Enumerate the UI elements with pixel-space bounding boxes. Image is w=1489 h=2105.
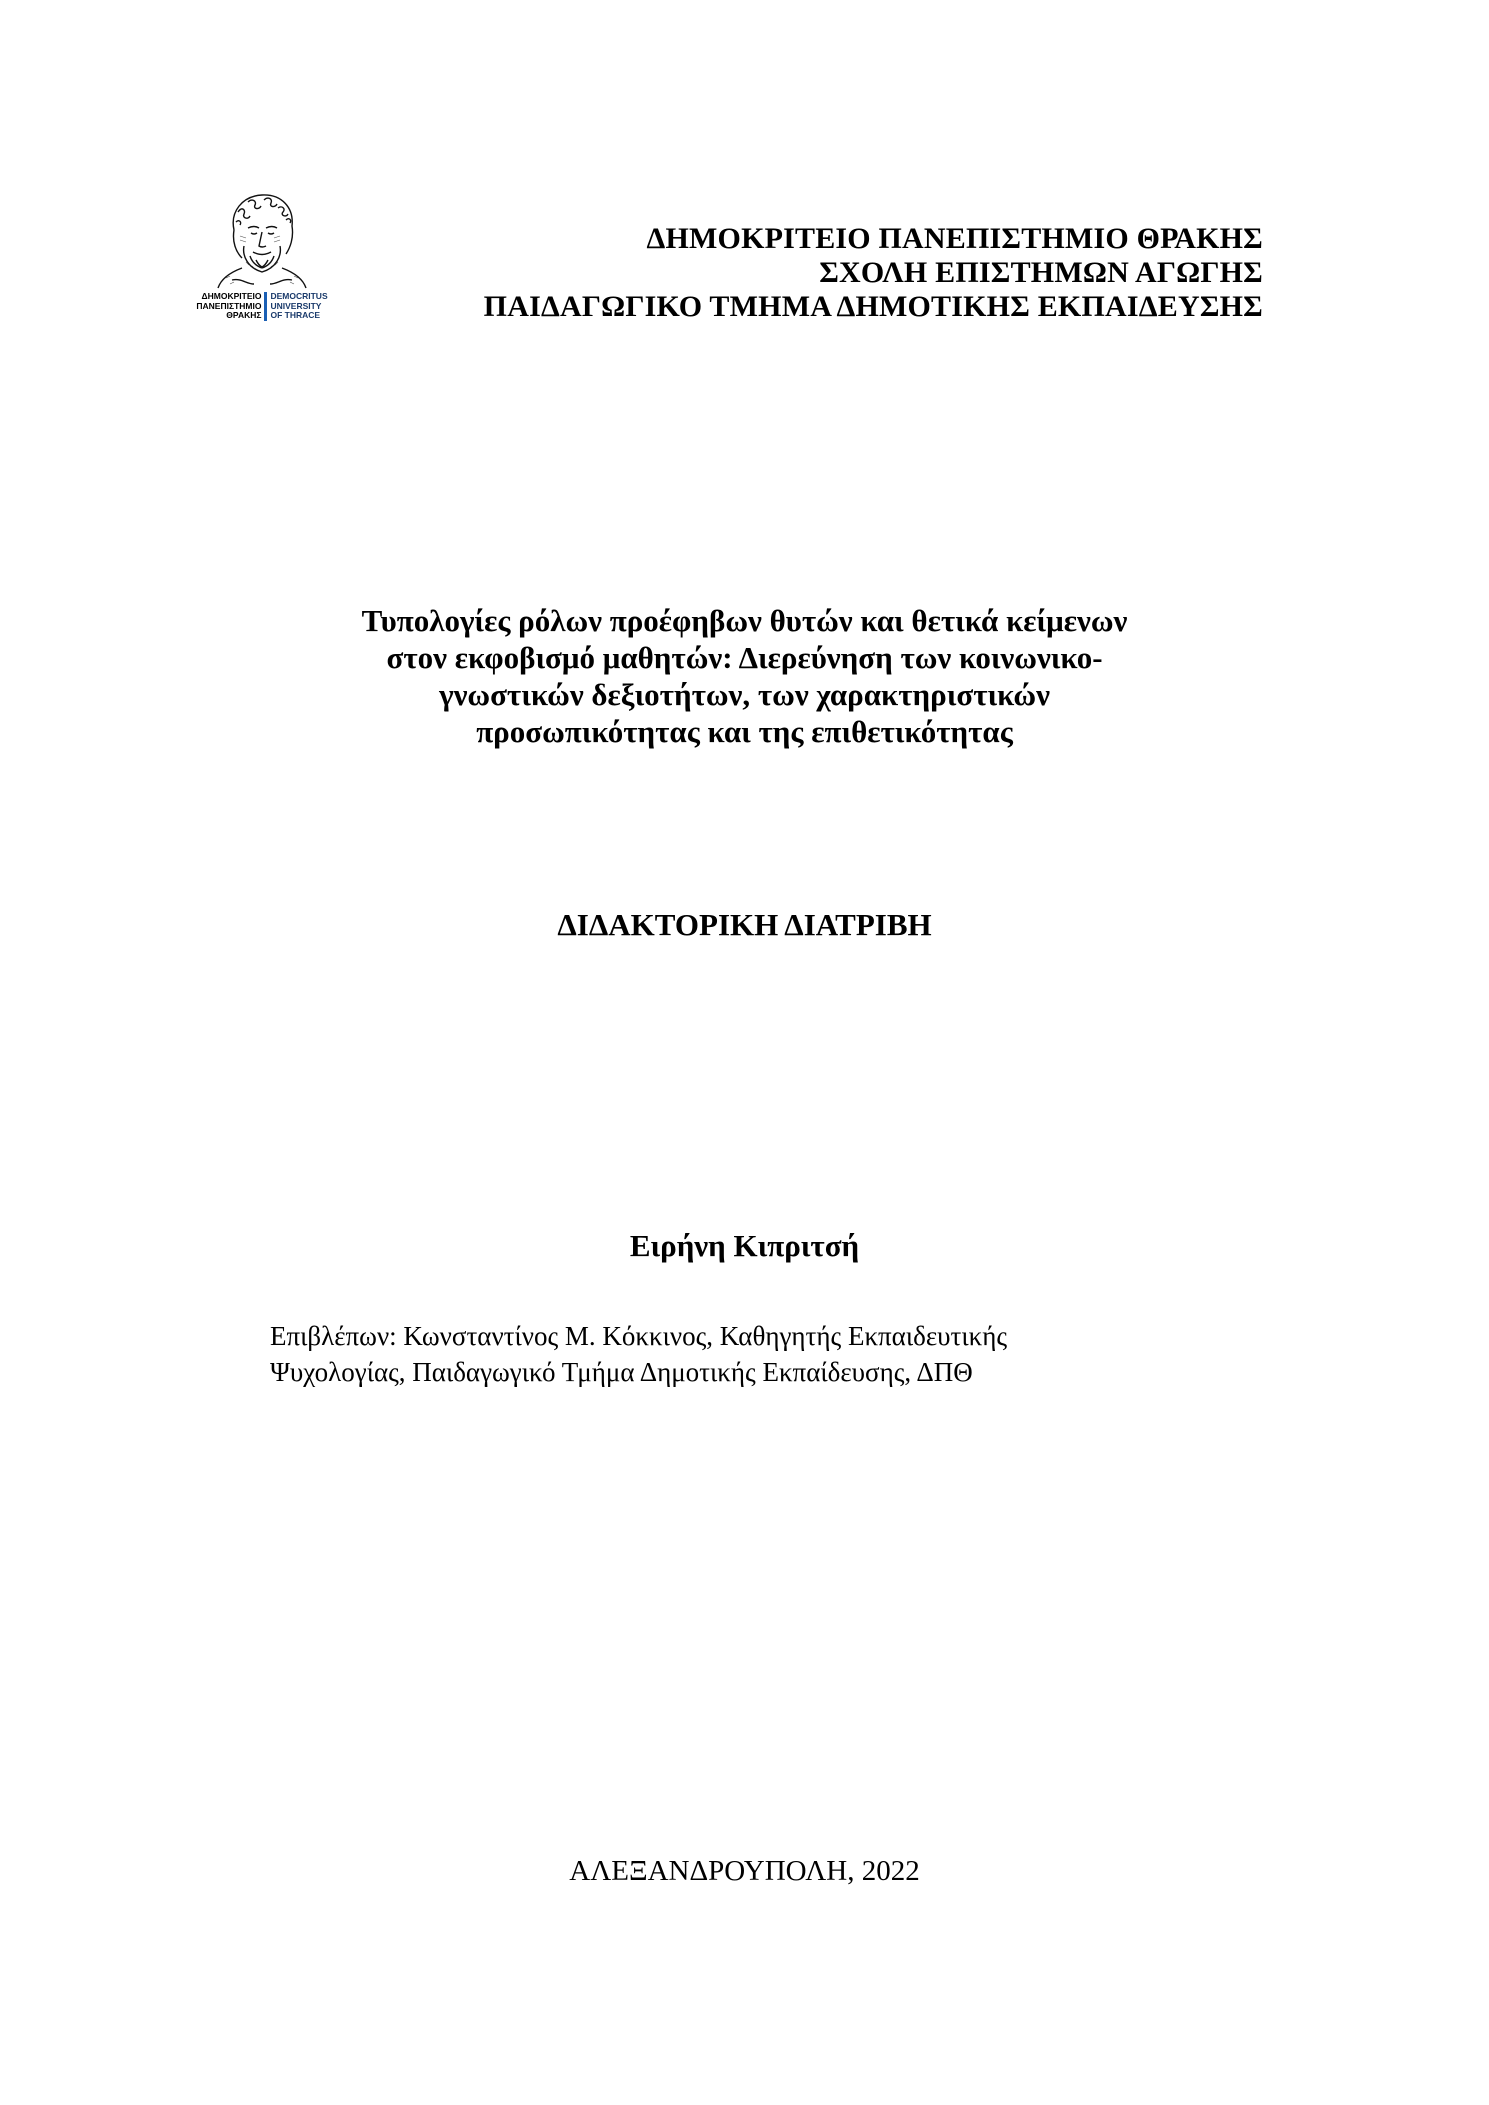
thesis-title-line: Τυπολογίες ρόλων προέφηβων θυτών και θετικά κείμενων <box>361 603 1128 638</box>
logo-caption-line: ΔΗΜΟΚΡΙΤΕΙΟ <box>201 291 262 301</box>
logo-caption-line: ΘΡΑΚΗΣ <box>226 310 262 320</box>
university-name: ΔΗΜΟΚΡΙΤΕΙΟ ΠΑΝΕΠΙΣΤΗΜΙΟ ΘΡΑΚΗΣ <box>646 222 1263 255</box>
logo-caption-line: UNIVERSITY <box>270 300 322 311</box>
author-name: Ειρήνη Κιπριτσή <box>629 1228 860 1263</box>
thesis-title-line: γνωστικών δεξιοτήτων, των χαρακτηριστικών <box>439 677 1050 712</box>
supervisor-line: Επιβλέπων: Κωνσταντίνος Μ. Κόκκινος, Καθηγητής Εκπαιδευτικής <box>270 1321 1008 1351</box>
democritus-bust-icon <box>182 190 342 290</box>
logo-caption-line: ΠΑΝΕΠΙΣΤΗΜΙΟ <box>196 300 262 311</box>
logo-caption-greek <box>196 292 264 321</box>
thesis-type: ΔΙΔΑΚΤΟΡΙΚΗ ΔΙΑΤΡΙΒΗ <box>557 907 932 942</box>
school-name: ΣΧΟΛΗ ΕΠΙΣΤΗΜΩΝ ΑΓΩΓΗΣ <box>819 256 1263 289</box>
logo-caption-line: DEMOCRITUS <box>270 291 328 301</box>
supervisor-info <box>270 1318 1007 1390</box>
university-logo <box>182 190 342 350</box>
supervisor-line: Ψυχολογίας, Παιδαγωγικό Τμήμα Δημοτικής Εκπαίδευσης, ΔΠΘ <box>270 1357 973 1387</box>
thesis-title-line: στον εκφοβισμό μαθητών: Διερεύνηση των κοινωνικο- <box>386 640 1103 675</box>
logo-caption-line: OF THRACE <box>270 310 321 320</box>
logo-caption <box>182 292 342 321</box>
institution-header <box>484 222 1263 324</box>
place-year: ΑΛΕΞΑΝΔΡΟΥΠΟΛΗ, 2022 <box>569 1855 920 1887</box>
logo-caption-english <box>267 292 327 321</box>
thesis-title-line: προσωπικότητας και της επιθετικότητας <box>476 714 1013 749</box>
thesis-title <box>150 602 1339 750</box>
department-name: ΠΑΙΔΑΓΩΓΙΚΟ ΤΜΗΜΑ ΔΗΜΟΤΙΚΗΣ ΕΚΠΑΙΔΕΥΣΗΣ <box>483 290 1263 323</box>
